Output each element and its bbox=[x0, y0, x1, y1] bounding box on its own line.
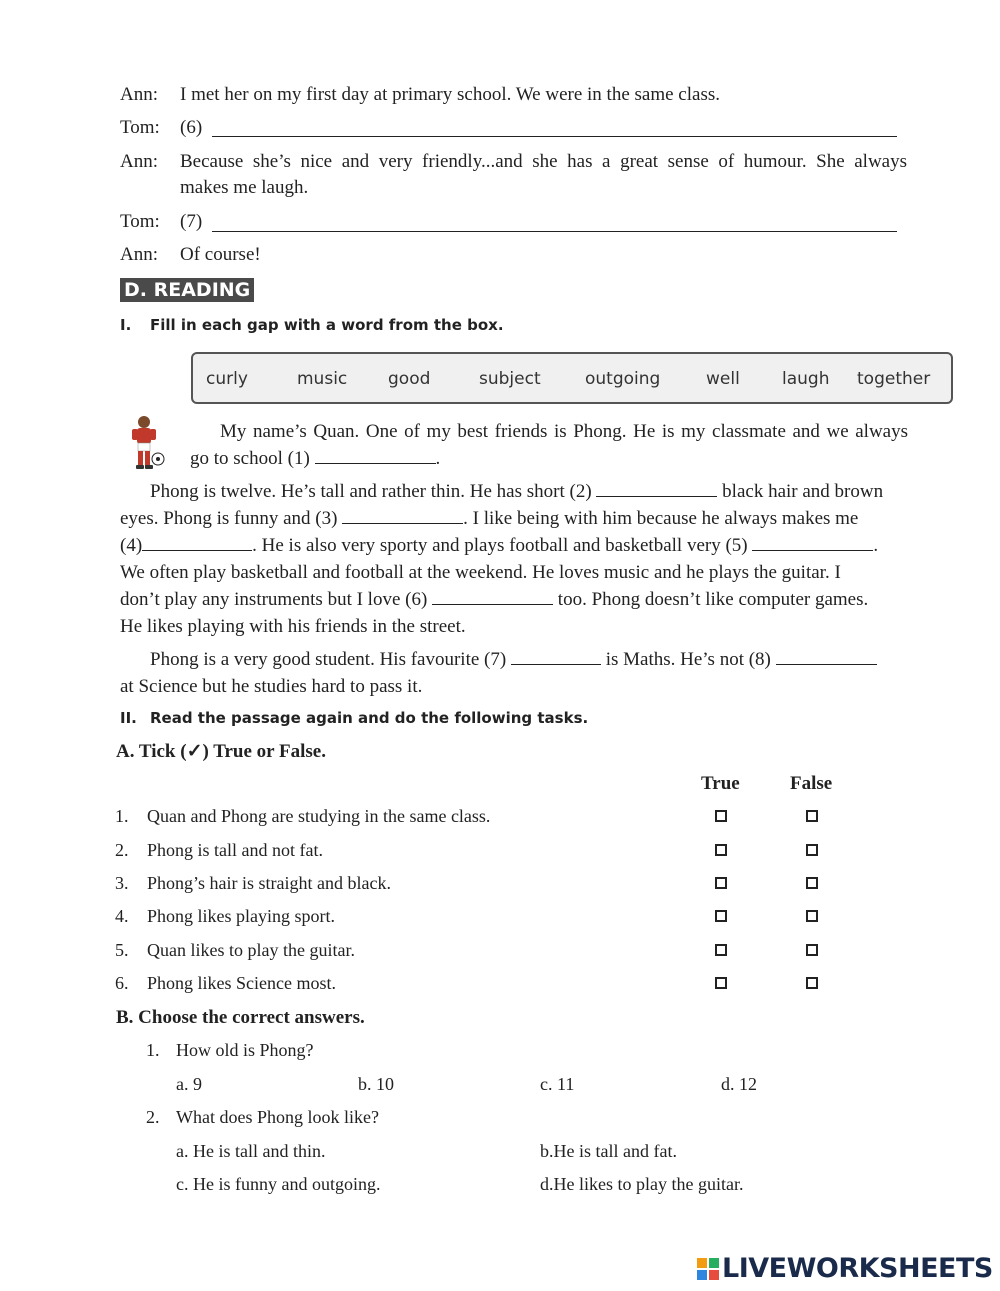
passage-line: My name’s Quan. One of my best friends is Phong. He is my classmate and we always bbox=[220, 421, 908, 442]
statement-number: 6. bbox=[115, 973, 129, 993]
question-number: 2. bbox=[146, 1107, 160, 1127]
gap-7[interactable] bbox=[511, 650, 601, 665]
true-checkbox[interactable] bbox=[715, 810, 727, 822]
answer-option[interactable]: d.He likes to play the guitar. bbox=[540, 1174, 744, 1194]
passage-text: go to school (1) bbox=[190, 448, 310, 469]
statement-row bbox=[115, 973, 336, 994]
word-box-item: well bbox=[706, 369, 740, 389]
section-heading: D. READING bbox=[120, 278, 254, 302]
word-box-item: music bbox=[297, 369, 348, 389]
gap-5[interactable] bbox=[752, 536, 873, 551]
passage-text: don’t play any instruments but I love (6) bbox=[120, 589, 428, 610]
statement-number: 2. bbox=[115, 840, 129, 860]
passage-text: too. Phong doesn’t like computer games. bbox=[557, 589, 869, 610]
answer-blank-6[interactable] bbox=[212, 136, 897, 137]
word-box-item: together bbox=[857, 369, 931, 389]
statement-number: 3. bbox=[115, 873, 129, 893]
passage-text: black hair and brown bbox=[722, 481, 884, 502]
dialogue-speaker: Ann: bbox=[120, 151, 158, 172]
true-checkbox[interactable] bbox=[715, 910, 727, 922]
false-checkbox[interactable] bbox=[806, 810, 818, 822]
passage-paragraph-1 bbox=[220, 418, 908, 445]
dialogue-speaker: Tom: bbox=[120, 117, 160, 138]
gap-8[interactable] bbox=[776, 650, 877, 665]
true-checkbox[interactable] bbox=[715, 944, 727, 956]
dialogue-line: Because she’s nice and very friendly...and she has a great sense of humour. She always bbox=[180, 151, 907, 172]
task-instruction: Read the passage again and do the following tasks. bbox=[150, 709, 589, 727]
football-boy-icon bbox=[128, 415, 168, 473]
statement-text: Phong likes Science most. bbox=[147, 973, 336, 993]
statement-number: 5. bbox=[115, 940, 129, 960]
false-checkbox[interactable] bbox=[806, 944, 818, 956]
statement-text: Phong is tall and not fat. bbox=[147, 840, 323, 860]
passage-text: Phong is a very good student. His favourite (7) bbox=[150, 649, 507, 670]
dialogue-line: Of course! bbox=[180, 244, 261, 265]
dialogue-line: makes me laugh. bbox=[180, 177, 309, 198]
answer-option[interactable]: b.He is tall and fat. bbox=[540, 1141, 677, 1161]
dialogue-line: (6) bbox=[180, 117, 203, 138]
answer-option[interactable]: c. 11 bbox=[540, 1074, 575, 1094]
false-checkbox[interactable] bbox=[806, 844, 818, 856]
word-box-item: subject bbox=[479, 369, 541, 389]
passage-line: at Science but he studies hard to pass it. bbox=[120, 676, 423, 697]
liveworksheets-logo-icon bbox=[697, 1258, 719, 1282]
answer-option[interactable]: b. 10 bbox=[358, 1074, 394, 1094]
question-number: 1. bbox=[146, 1040, 160, 1060]
task-number: I. bbox=[120, 316, 132, 334]
gap-1[interactable] bbox=[315, 449, 436, 464]
passage-line: He likes playing with his friends in the street. bbox=[120, 616, 466, 637]
liveworksheets-logo: LIVEWORKSHEETS bbox=[722, 1253, 993, 1284]
statement-number: 4. bbox=[115, 906, 129, 926]
gap-2[interactable] bbox=[596, 482, 717, 497]
passage-text: . I like being with him because he always makes me bbox=[463, 508, 859, 529]
word-box-item: curly bbox=[206, 369, 248, 389]
dialogue-speaker: Ann: bbox=[120, 84, 158, 105]
passage-paragraph-1-line-2 bbox=[190, 445, 890, 472]
gap-6[interactable] bbox=[432, 590, 553, 605]
statement-text: Quan likes to play the guitar. bbox=[147, 940, 355, 960]
answer-option[interactable]: a. 9 bbox=[176, 1074, 202, 1094]
false-checkbox[interactable] bbox=[806, 910, 818, 922]
answer-blank-7[interactable] bbox=[212, 231, 897, 232]
true-checkbox[interactable] bbox=[715, 877, 727, 889]
question-text: What does Phong look like? bbox=[176, 1107, 379, 1127]
dialogue-speaker: Ann: bbox=[120, 244, 158, 265]
statement-text: Quan and Phong are studying in the same class. bbox=[147, 806, 491, 826]
column-true-header: True bbox=[701, 773, 740, 794]
false-checkbox[interactable] bbox=[806, 877, 818, 889]
word-box-item: laugh bbox=[782, 369, 830, 389]
question-text: How old is Phong? bbox=[176, 1040, 314, 1060]
passage-paragraph-2 bbox=[120, 478, 908, 640]
passage-paragraph-3 bbox=[120, 646, 908, 700]
statement-text: Phong’s hair is straight and black. bbox=[147, 873, 391, 893]
part-b-title: B. Choose the correct answers. bbox=[116, 1007, 365, 1028]
question-row bbox=[146, 1040, 314, 1061]
statement-row bbox=[115, 840, 323, 861]
passage-text: Phong is twelve. He’s tall and rather thin. He has short (2) bbox=[150, 481, 592, 502]
passage-text: is Maths. He’s not (8) bbox=[605, 649, 771, 670]
part-a-title: A. Tick (✓) True or False. bbox=[116, 741, 326, 762]
word-box bbox=[191, 352, 953, 404]
word-box-item: good bbox=[388, 369, 431, 389]
passage-text: . He is also very sporty and plays football and basketball very (5) bbox=[252, 535, 748, 556]
dialogue-speaker: Tom: bbox=[120, 211, 160, 232]
dialogue-line: I met her on my first day at primary school. We were in the same class. bbox=[180, 84, 720, 105]
false-checkbox[interactable] bbox=[806, 977, 818, 989]
answer-option[interactable]: c. He is funny and outgoing. bbox=[176, 1174, 381, 1194]
true-checkbox[interactable] bbox=[715, 844, 727, 856]
word-box-item: outgoing bbox=[585, 369, 661, 389]
task-instruction: Fill in each gap with a word from the box. bbox=[150, 316, 504, 334]
statement-row bbox=[115, 806, 490, 827]
passage-line: We often play basketball and football at the weekend. He loves music and he plays the guitar. I bbox=[120, 562, 841, 583]
gap-4[interactable] bbox=[142, 536, 252, 551]
statement-row bbox=[115, 906, 335, 927]
answer-option[interactable]: a. He is tall and thin. bbox=[176, 1141, 326, 1161]
statement-text: Phong likes playing sport. bbox=[147, 906, 335, 926]
answer-option[interactable]: d. 12 bbox=[721, 1074, 757, 1094]
column-false-header: False bbox=[790, 773, 833, 794]
passage-text: eyes. Phong is funny and (3) bbox=[120, 508, 338, 529]
dialogue-line: (7) bbox=[180, 211, 203, 232]
true-checkbox[interactable] bbox=[715, 977, 727, 989]
question-row bbox=[146, 1107, 379, 1128]
statement-row bbox=[115, 940, 355, 961]
statement-row bbox=[115, 873, 391, 894]
passage-text: . bbox=[435, 448, 441, 469]
passage-text: . bbox=[873, 535, 879, 556]
task-number: II. bbox=[120, 709, 137, 727]
gap-3[interactable] bbox=[342, 509, 463, 524]
passage-text: (4) bbox=[120, 535, 143, 556]
statement-number: 1. bbox=[115, 806, 129, 826]
